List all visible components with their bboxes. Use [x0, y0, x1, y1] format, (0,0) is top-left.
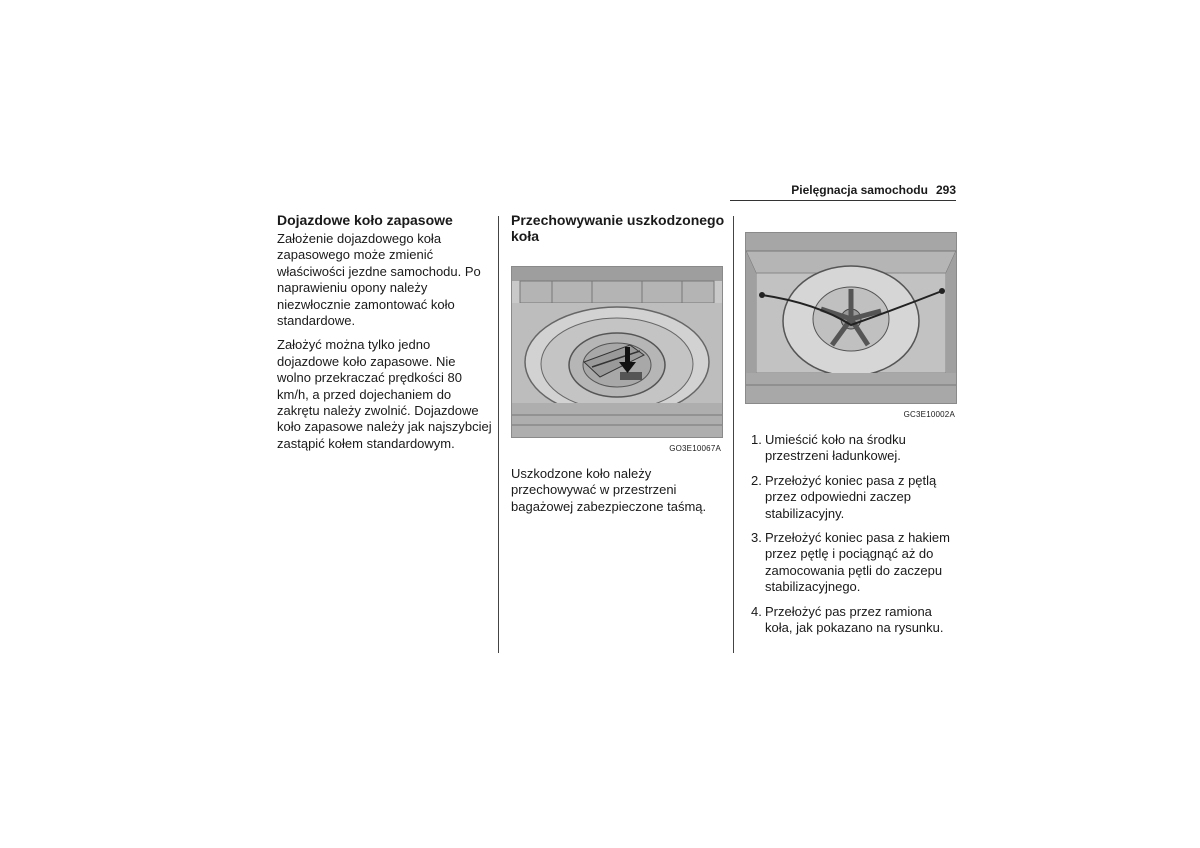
- list-item: 1. Umieścić koło na środku przestrzeni ładunkowej.: [751, 432, 906, 464]
- heading-storage: Przechowywanie uszkodzonego koła: [511, 212, 725, 244]
- header-rule: [730, 200, 956, 201]
- page-number: 293: [935, 183, 956, 197]
- figure-caption-storage: GO3E10067A: [669, 444, 721, 453]
- list-item: 2. Przełożyć koniec pasa z pętlą przez odpowiedni zaczep stabilizacyjny.: [751, 472, 937, 521]
- paragraph-spare-wheel-1: Założenie dojazdowego koła zapasowego może zmienić właściwości jezdne samochodu. Po naprawieniu opony należy niezwłocznie zamontować koło standardowe.: [277, 231, 481, 329]
- column-storage: [511, 212, 726, 523]
- section-title: Pielęgnacja samochodu: [791, 183, 928, 197]
- list-item: 3. Przełożyć koniec pasa z hakiem przez pętlę i pociągnąć aż do zamocowania pętli do zaczepu stabilizacyjnego.: [751, 530, 950, 595]
- steps-list: [745, 432, 960, 636]
- figure-caption-steps: GC3E10002A: [903, 410, 955, 419]
- running-header: [730, 182, 956, 202]
- paragraph-spare-wheel-2: Założyć można tylko jedno dojazdowe koło zapasowe. Nie wolno przekraczać prędkości 80 km/h, a przed dojechaniem do zakrętu należy zwolnić. Dojazdowe koło zapasowe należy jak najszybciej zastąpić kołem standardowym.: [277, 337, 492, 451]
- column-steps: [745, 232, 960, 644]
- column-divider-right: [733, 216, 734, 653]
- spare-wheel-well-illustration-icon: [511, 266, 723, 438]
- wheel-strapped-in-trunk-illustration-icon: [745, 232, 957, 404]
- paragraph-storage: Uszkodzone koło należy przechowywać w przestrzeni bagażowej zabezpieczone taśmą.: [511, 466, 707, 514]
- column-spare-wheel: [277, 212, 492, 460]
- heading-spare-wheel: Dojazdowe koło zapasowe: [277, 212, 453, 228]
- list-item: 4. Przełożyć pas przez ramiona koła, jak pokazano na rysunku.: [751, 603, 944, 636]
- column-divider-left: [498, 216, 499, 653]
